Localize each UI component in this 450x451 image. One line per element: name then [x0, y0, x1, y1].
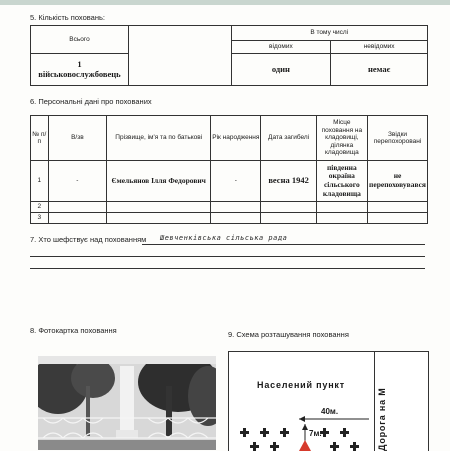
table-row: [31, 161, 428, 202]
top-edge-strip: [0, 0, 450, 5]
col-header-death-date: Дата загибелі: [261, 116, 316, 161]
col-header-name: Прізвище, ім'я та по батькові: [107, 116, 211, 161]
scheme-drawing: [229, 352, 374, 451]
header-including: В тому числі: [231, 26, 427, 41]
road-divider: [374, 352, 375, 451]
header-known: відомих: [231, 41, 331, 54]
burial-marker-icon: [299, 440, 311, 451]
grave-cross-icon: [240, 428, 359, 451]
section-7-value: Шевченківська сільська рада: [160, 234, 288, 242]
row1-rank: -: [48, 161, 107, 202]
burial-count-table: [30, 25, 428, 86]
value-total-num: 1: [77, 58, 82, 69]
row2-number: 2: [31, 202, 49, 213]
row3-number: 3: [31, 213, 49, 224]
section-7-label: 7. Хто шефствує над похованням: [30, 235, 147, 244]
row1-burial-place: південна окраїна сільського кладовища: [316, 161, 367, 202]
col-header-birth-year: Рік народження: [211, 116, 261, 161]
header-total: Всього: [31, 26, 129, 54]
scheme-distance-40m: 40м.: [321, 407, 339, 416]
value-total: [31, 54, 129, 86]
scheme-road-label: Дорога на М: [377, 387, 387, 451]
header-unknown: невідомих: [331, 41, 428, 54]
row1-reburial: не перепоховувався: [368, 161, 428, 202]
section-9-title: 9. Схема розташування поховання: [228, 330, 349, 339]
burial-photo: [38, 356, 216, 450]
row1-death-date: весна 1942: [261, 161, 316, 202]
table-row: [31, 202, 428, 213]
scheme-settlement-label: Населений пункт: [257, 380, 345, 390]
section-6-title: 6. Персональні дані про похованих: [30, 97, 152, 106]
col-header-rank: В/зв: [48, 116, 107, 161]
col-header-reburial: Звідки перепохоровані: [368, 116, 428, 161]
row1-number: 1: [31, 161, 49, 202]
col-header-burial-place: Місце поховання на кладовищі, ділянка кладовища: [316, 116, 367, 161]
table-row: [31, 213, 428, 224]
burial-photo-image: [38, 356, 216, 450]
blank-line-2: [30, 268, 425, 269]
col-header-number: № п/п: [31, 116, 49, 161]
scheme-distance-7m: 7м.: [309, 429, 322, 438]
section-5-title: 5. Кількість поховань:: [30, 13, 105, 22]
section-7-underline: [142, 244, 425, 245]
personal-data-table: [30, 115, 428, 224]
section-8-title: 8. Фотокартка поховання: [30, 326, 117, 335]
blank-line-1: [30, 256, 425, 257]
value-unknown: немає: [331, 54, 428, 86]
location-scheme: [228, 351, 429, 451]
empty-cell: [128, 26, 231, 86]
value-known: один: [231, 54, 331, 86]
row1-name: Ємельянов Ілля Федорович: [107, 161, 211, 202]
row1-birth-year: -: [211, 161, 261, 202]
value-total-text: військовослужбовець: [38, 68, 121, 79]
